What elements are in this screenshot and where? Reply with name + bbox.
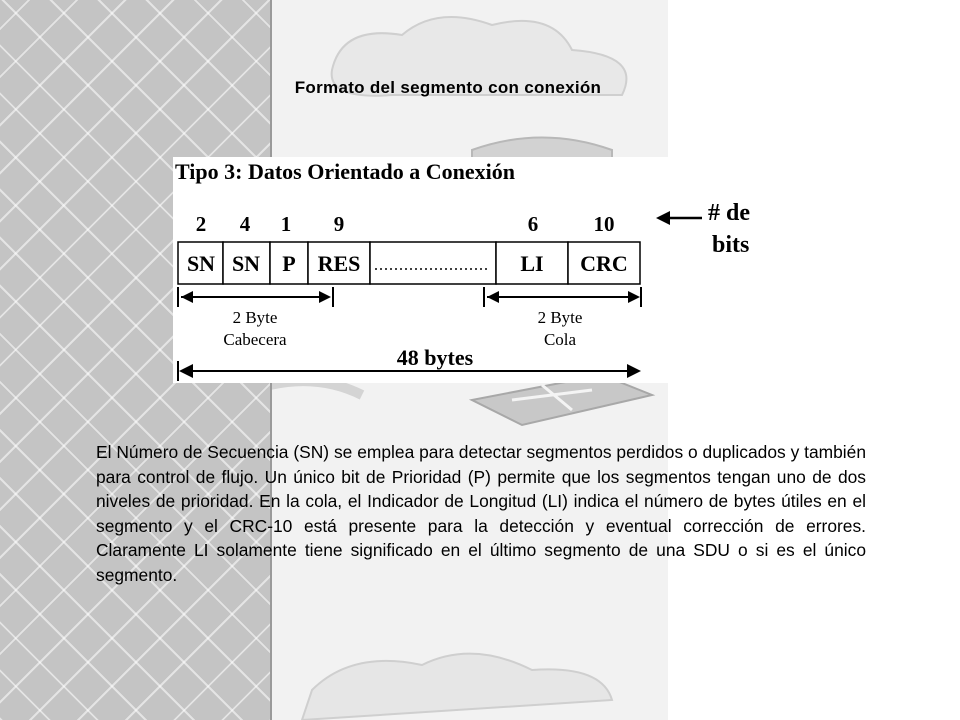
total-arrow-right-head (627, 364, 641, 378)
total-arrow-left-head (179, 364, 193, 378)
bits-sn2: 4 (239, 212, 251, 236)
bits-indicator-arrow-head (656, 211, 670, 225)
field-label-res: RES (317, 251, 361, 276)
tail-arrow-right-head (628, 291, 640, 303)
header-label-2: Cabecera (223, 330, 287, 349)
bits-crc: 10 (593, 212, 615, 236)
total-bytes-label: 48 bytes (396, 345, 474, 370)
right-white-area (668, 0, 960, 720)
bits-indicator-line2: bits (712, 232, 750, 258)
tail-label-2: Cola (543, 330, 577, 349)
field-label-p: P (282, 251, 296, 276)
field-label-li: LI (520, 251, 544, 276)
header-arrow-right-head (319, 291, 331, 303)
tail-arrow-left-head (487, 291, 499, 303)
bits-li: 6 (527, 212, 539, 236)
bits-indicator-line1: # de (708, 200, 750, 226)
bits-p: 1 (280, 212, 292, 236)
field-label-sn2: SN (231, 251, 261, 276)
header-label-1: 2 Byte (232, 308, 278, 327)
field-box-payload (370, 242, 496, 284)
bits-res: 9 (333, 212, 345, 236)
slide-title: Formato del segmento con conexión (294, 78, 602, 97)
bg-cloud-bottom (302, 654, 612, 720)
field-label-sn1: SN (186, 251, 216, 276)
bits-indicator (650, 190, 770, 270)
bits-sn1: 2 (195, 212, 207, 236)
bits-indicator-svg (650, 190, 770, 270)
header-arrow-left-head (181, 291, 193, 303)
field-label-crc: CRC (580, 251, 628, 276)
description-paragraph: El Número de Secuencia (SN) se emplea para detectar segmentos perdidos o duplicados y también para control de flujo. Un único bit de Prioridad (P) permite que los segmentos tengan uno de dos niveles de prioridad. En la cola, el Indicador de Longitud (LI) indica el número de bytes útiles en el segmento y el CRC-10 está presente para la detección y eventual corrección de errores. Claramente LI solamente tiene significado en el último segmento de una SDU o si es el único segmento. (96, 442, 866, 585)
tail-label-1: 2 Byte (537, 308, 583, 327)
diagram-svg (173, 157, 669, 383)
segment-format-diagram (173, 157, 669, 383)
diagram-heading: Tipo 3: Datos Orientado a Conexión (175, 159, 516, 184)
bg-curve-1 (272, 381, 362, 395)
